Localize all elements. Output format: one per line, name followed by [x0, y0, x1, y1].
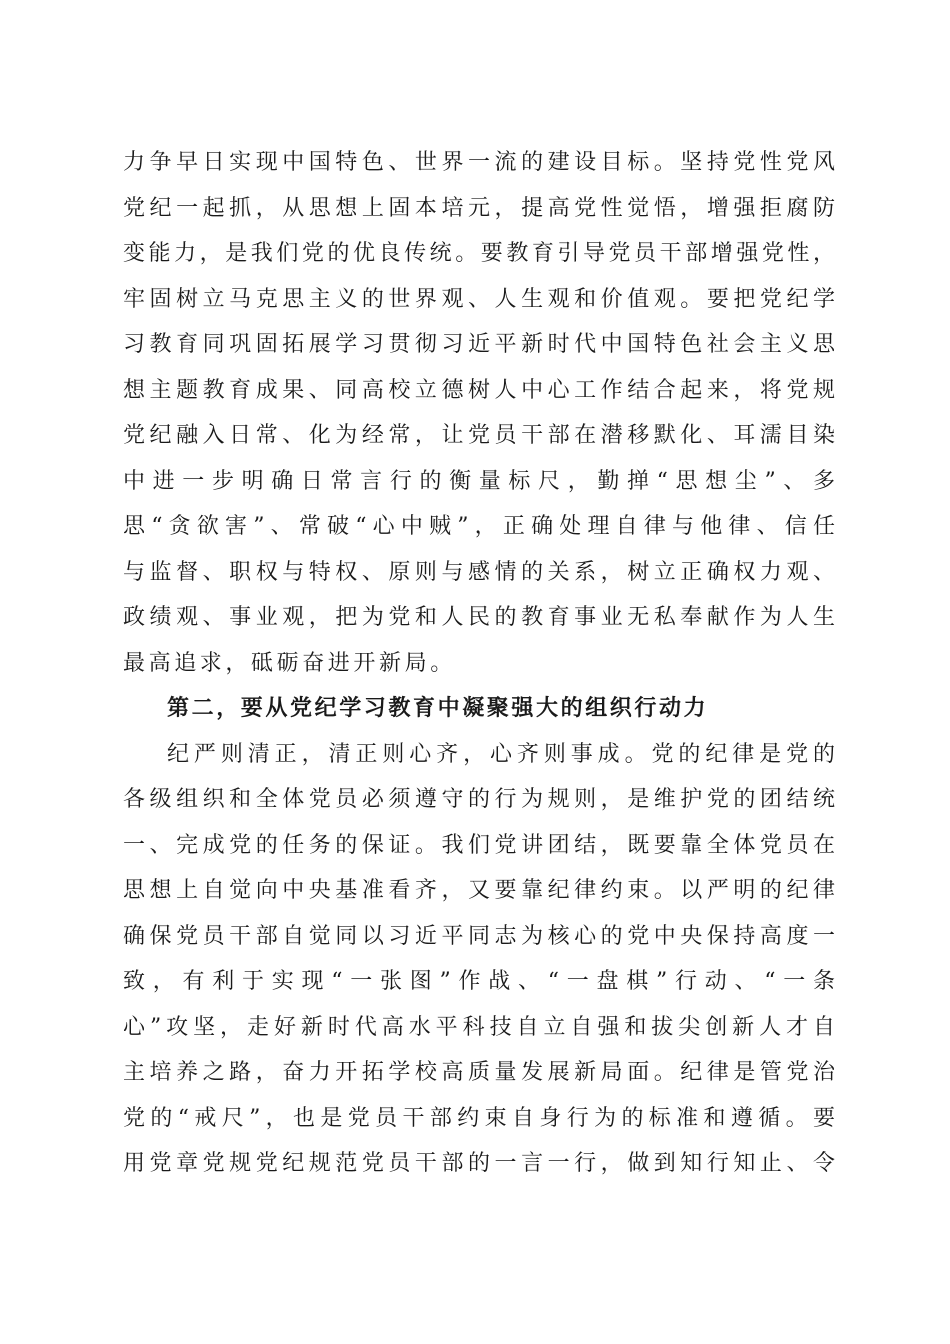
paragraph-line: 思想上自觉向中央基准看齐，又要靠纪律约束。以严明的纪律 [123, 878, 835, 903]
paragraph-line: 牢固树立马克思主义的世界观、人生观和价值观。要把党纪学 [123, 286, 835, 312]
paragraph-line: 与监督、职权与特权、原则与感情的关系，树立正确权力观、 [123, 559, 835, 585]
paragraph-line: 思“贪欲害”、常破“心中贼”，正确处理自律与他律、信任 [123, 514, 835, 539]
paragraph-line: 习教育同巩固拓展学习贯彻习近平新时代中国特色社会主义思 [123, 332, 835, 357]
paragraph-line: 致，有利于实现“一张图”作战、“一盘棋”行动、“一条 [123, 969, 835, 994]
paragraph-line: 中进一步明确日常言行的衡量标尺，勤掸“思想尘”、多 [123, 468, 835, 494]
paragraph-line: 政绩观、事业观，把为党和人民的教育事业无私奉献作为人生 [123, 605, 835, 630]
section-heading: 第二，要从党纪学习教育中凝聚强大的组织行动力 [167, 695, 709, 721]
paragraph-line: 确保党员干部自觉同以习近平同志为核心的党中央保持高度一 [123, 923, 835, 949]
paragraph-line: 党的“戒尺”，也是党员干部约束自身行为的标准和遵循。要 [123, 1105, 835, 1131]
paragraph-line: 变能力，是我们党的优良传统。要教育引导党员干部增强党性， [123, 241, 835, 266]
paragraph-line: 一、完成党的任务的保证。我们党讲团结，既要靠全体党员在 [123, 832, 835, 858]
paragraph-line: 想主题教育成果、同高校立德树人中心工作结合起来，将党规 [123, 377, 835, 403]
paragraph-line: 最高追求，砥砺奋进开新局。 [123, 650, 456, 676]
paragraph-line: 心”攻坚，走好新时代高水平科技自立自强和拔尖创新人才自 [123, 1014, 835, 1040]
paragraph-line: 党纪一起抓，从思想上固本培元，提高党性觉悟，增强拒腐防 [123, 195, 835, 221]
paragraph-line: 党纪融入日常、化为经常，让党员干部在潜移默化、耳濡目染 [123, 423, 835, 448]
paragraph-line: 主培养之路，奋力开拓学校高质量发展新局面。纪律是管党治 [123, 1060, 835, 1085]
paragraph-line: 用党章党规党纪规范党员干部的一言一行，做到知行知止、令 [123, 1151, 835, 1176]
paragraph-line: 各级组织和全体党员必须遵守的行为规则，是维护党的团结统 [123, 787, 835, 812]
document-body [123, 140, 835, 1187]
paragraph-line: 力争早日实现中国特色、世界一流的建设目标。坚持党性党风 [123, 150, 835, 175]
paragraph-line: 纪严则清正，清正则心齐，心齐则事成。党的纪律是党的 [167, 741, 835, 767]
